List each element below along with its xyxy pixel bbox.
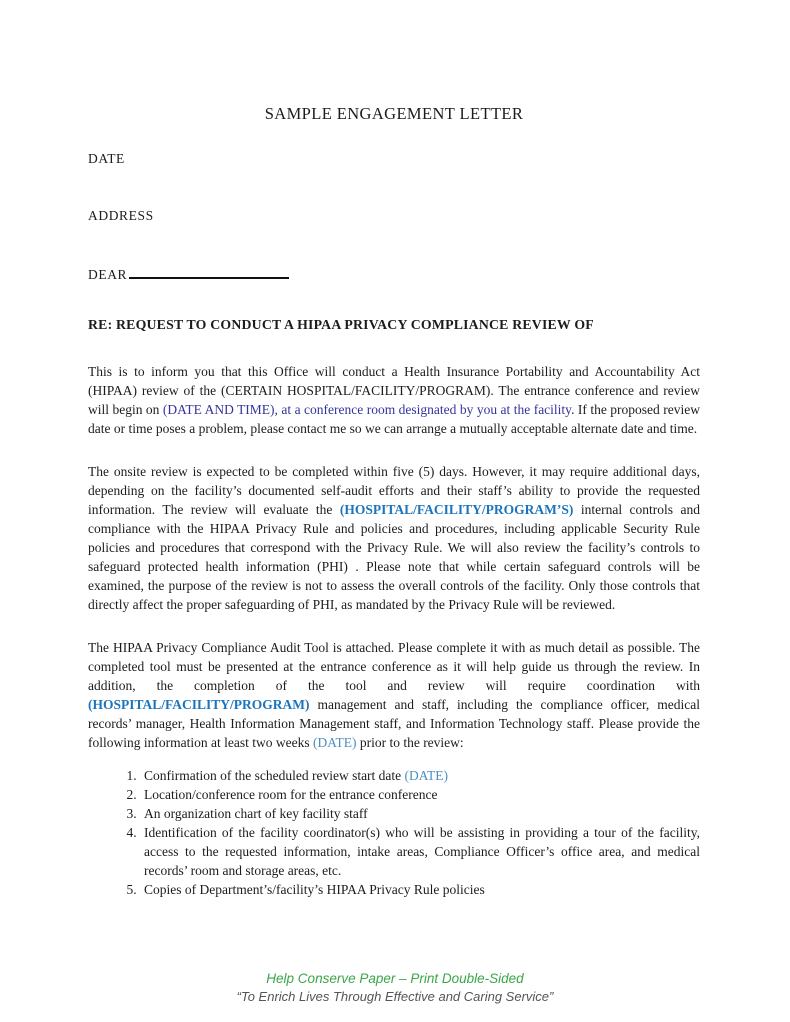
- footer-quote: “To Enrich Lives Through Effective and Caring Service”: [236, 989, 554, 1004]
- text-segment: This is to inform you that this Office will conduct a Health Insurance Portability and Accountability Act (HIPAA) review of the (CERTAIN HOSPITAL/FACILITY/PROGRAM). The entrance conference and review will begin on: [88, 364, 700, 417]
- date-label: DATE: [88, 151, 125, 166]
- text-segment: Confirmation of the scheduled review start date: [144, 768, 405, 783]
- list-item: [140, 823, 700, 880]
- review-scope-paragraph: [88, 462, 700, 614]
- address-label: ADDRESS: [88, 208, 154, 223]
- text-segment: internal controls and compliance with the HIPAA Privacy Rule and policies and procedures, including applicable Security Rule policies and procedures that correspond with the Privacy Rule. We will also review the facility’s controls to safeguard protected health information (PHI) . Please note that while certain safeguard controls will be examined, the purpose of the review is not to assess the overall controls of the facility. Only those controls that directly affect the proper safeguarding of PHI, as mandated by the Privacy Rule will be reviewed.: [88, 502, 700, 612]
- dear-line: [88, 264, 700, 283]
- text-segment: . If the proposed review date or time poses a problem, please contact me so we can arrange a mutually acceptable alternate date and time.: [88, 402, 700, 436]
- dear-label: DEAR: [88, 267, 128, 282]
- intro-paragraph: [88, 362, 700, 438]
- list-item: [140, 880, 700, 899]
- text-segment: management and staff, including the compliance officer, medical records’ manager, Health Information Management staff, and Information Technology staff. Please provide the following information at least two weeks: [88, 697, 700, 750]
- page-footer: [0, 970, 790, 1006]
- date-placeholder: (DATE): [312, 735, 357, 750]
- text-segment: An organization chart of key facility staff: [144, 806, 368, 821]
- dear-blank-underline: [129, 264, 289, 279]
- conserve-paper-note: Help Conserve Paper – Print Double-Sided: [266, 971, 524, 986]
- list-item: [140, 766, 700, 785]
- list-item: [140, 804, 700, 823]
- text-segment: Copies of Department’s/facility’s HIPAA Privacy Rule policies: [144, 882, 485, 897]
- text-segment: The onsite review is expected to be completed within five (5) days. However, it may require additional days, depending on the facility’s documented self-audit efforts and their staff’s ability to provide the requested information. The review will evaluate the: [88, 464, 700, 517]
- hospital-facility-program-placeholder: (HOSPITAL/FACILITY/PROGRAM’S): [339, 502, 574, 517]
- page-title: SAMPLE ENGAGEMENT LETTER: [264, 104, 524, 123]
- hospital-facility-program-placeholder: (HOSPITAL/FACILITY/PROGRAM): [88, 697, 310, 712]
- text-segment: The HIPAA Privacy Compliance Audit Tool is attached. Please complete it with as much detail as possible. The completed tool must be presented at the entrance conference as it will help guide us through the review. In addition, the completion of the tool and review will require coordination with: [88, 640, 700, 693]
- text-segment: Identification of the facility coordinator(s) who will be assisting in providing a tour of the facility, access to the requested information, intake areas, Compliance Officer’s office area, and medical records’ room and storage areas, etc.: [144, 825, 700, 878]
- text-segment: prior to the review:: [356, 735, 464, 750]
- date-time-placeholder: (DATE AND TIME), at a conference room designated by you at the facility: [162, 402, 572, 417]
- audit-tool-paragraph: [88, 638, 700, 752]
- re-subject-heading: RE: REQUEST TO CONDUCT A HIPAA PRIVACY COMPLIANCE REVIEW OF: [88, 317, 594, 332]
- text-segment: Location/conference room for the entrance conference: [144, 787, 438, 802]
- required-information-list: [88, 766, 700, 899]
- list-item: [140, 785, 700, 804]
- date-placeholder: (DATE): [404, 768, 449, 783]
